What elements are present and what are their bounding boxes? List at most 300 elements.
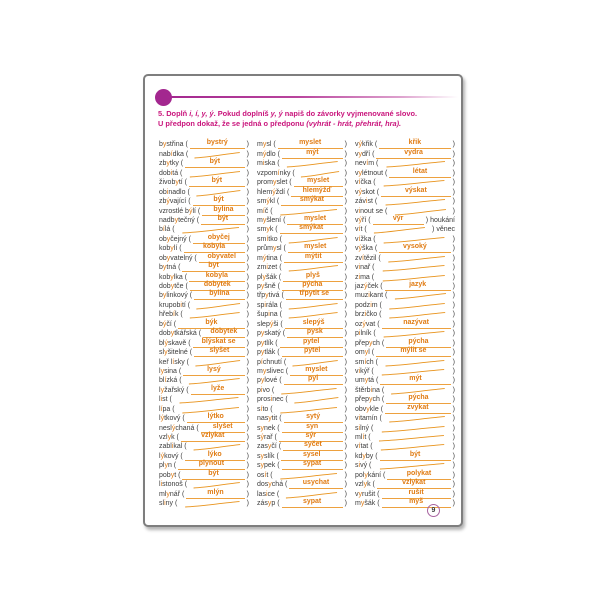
paren-close: ) <box>246 301 249 309</box>
filled-letter: i <box>264 301 266 309</box>
exercise-row <box>355 197 455 206</box>
paren-open: ( <box>379 339 385 347</box>
paren-open: ( <box>277 377 282 385</box>
paren-open: ( <box>366 434 371 441</box>
filled-letter: ý <box>358 188 362 196</box>
answer-blank <box>189 176 245 187</box>
paren-close: ) <box>344 424 347 432</box>
answer-blank <box>375 424 450 433</box>
word-text: lýtkový <box>159 415 181 423</box>
paren-open: ( <box>185 301 191 309</box>
paren-close: ) <box>246 264 249 272</box>
answer-blank <box>379 197 450 206</box>
paren-close: ) <box>246 367 249 375</box>
paren-open: ( <box>277 235 282 243</box>
word-text: slepýši <box>257 320 279 328</box>
exercise-row <box>257 159 347 168</box>
paren-open: ( <box>176 367 182 375</box>
paren-open: ( <box>178 311 183 319</box>
empty-answer-squiggle-icon <box>385 302 449 310</box>
answer-text: syčet <box>303 441 322 449</box>
empty-answer-squiggle-icon <box>285 302 341 310</box>
paren-open: ( <box>278 320 283 328</box>
paren-close: ) <box>452 349 455 357</box>
answer-blank <box>282 159 343 168</box>
paren-close: ) <box>452 396 455 404</box>
filled-letter: ý <box>164 339 168 347</box>
exercise-row <box>355 451 455 460</box>
exercise-row <box>355 291 455 300</box>
paren-close: ) <box>246 424 249 432</box>
answer-blank <box>382 318 451 329</box>
word-text: lípa <box>159 405 171 413</box>
word-text: výška <box>355 245 373 253</box>
answer-text: myš <box>409 498 424 506</box>
answer-text: slyšet <box>212 422 233 430</box>
word-text: promyslet <box>257 179 288 187</box>
paren-open: ( <box>281 245 286 253</box>
filled-letter: y <box>162 292 167 300</box>
exercise-row <box>159 385 249 394</box>
paren-open: ( <box>184 386 189 394</box>
filled-letter: y <box>260 424 264 432</box>
filled-letter: y <box>260 452 264 460</box>
word-text: jazýček <box>355 283 379 290</box>
word-text: nabídka <box>159 150 184 158</box>
answer-text: byt <box>208 262 219 270</box>
exercise-row <box>355 404 455 413</box>
paren-close: ) <box>452 462 455 470</box>
answer-blank <box>376 263 450 272</box>
word-text: mlít <box>355 434 367 441</box>
word-text: síto <box>257 405 269 413</box>
filled-letter: í <box>164 377 167 385</box>
paren-close: ) <box>344 188 347 196</box>
filled-letter: í <box>362 434 365 441</box>
word-text: výskot <box>355 188 375 196</box>
word-text: spirála <box>257 301 278 309</box>
answer-blank <box>289 478 342 489</box>
empty-answer-squiggle-icon <box>291 396 342 404</box>
paren-close: ) <box>246 245 249 253</box>
paren-close: ) <box>452 301 455 309</box>
word-text: přepych <box>355 339 380 347</box>
paren-close: ) <box>344 415 347 423</box>
paren-open: ( <box>178 160 184 168</box>
filled-letter: ý <box>262 254 267 262</box>
paren-close: ) <box>452 150 455 158</box>
filled-letter: y <box>267 443 272 451</box>
paren-close: ) <box>344 264 347 272</box>
empty-answer-squiggle-icon <box>377 425 449 433</box>
paren-close: ) <box>246 490 249 498</box>
paren-close: ) <box>344 330 347 338</box>
word-text: vinout se <box>355 207 384 215</box>
paren-close: ) <box>344 377 347 385</box>
filled-letter: y <box>262 273 266 281</box>
answer-blank <box>389 291 450 300</box>
paren-open: ( <box>275 424 280 432</box>
answer-text: jazyk <box>409 281 427 288</box>
answer-text: lysý <box>207 365 221 373</box>
paren-open: ( <box>381 471 386 479</box>
paren-close: ) <box>452 188 455 196</box>
paren-close: ) <box>246 500 249 508</box>
word-text: vzpomínky <box>257 169 291 177</box>
word-text: dobytkářská <box>159 330 197 338</box>
paren-close: ) <box>246 150 249 158</box>
word-text: obyvatelný <box>159 254 193 262</box>
filled-letter: í <box>358 235 361 243</box>
answer-blank <box>385 280 451 291</box>
paren-open: ( <box>182 481 188 489</box>
exercise-row <box>159 489 249 498</box>
paren-open: ( <box>170 405 175 413</box>
exercise-row <box>257 395 347 404</box>
paren-open: ( <box>277 301 282 309</box>
exercise-row <box>257 461 347 470</box>
paren-open: ( <box>285 188 290 196</box>
exercise-row <box>257 480 347 489</box>
word-text: ozývat <box>355 320 376 328</box>
word-text: omyl <box>355 349 370 357</box>
paren-close: ) <box>452 198 455 206</box>
filled-letter: í <box>162 226 165 234</box>
filled-letter: y <box>358 150 362 158</box>
paren-close: ) <box>344 320 347 328</box>
word-text: zbývající <box>159 198 187 206</box>
paren-close: ) <box>246 226 249 234</box>
exercise-row <box>159 470 249 479</box>
word-text: plyn <box>159 462 172 470</box>
paren-open: ( <box>268 471 273 479</box>
paren-close: ) <box>246 160 249 168</box>
filled-letter: y <box>175 179 179 187</box>
word-suffix-text: houkání <box>430 216 455 224</box>
filled-letter: í <box>277 169 280 177</box>
paren-close: ) <box>246 198 249 206</box>
filled-letter: ý <box>262 150 267 158</box>
answer-text: sypat <box>302 498 322 506</box>
filled-letter: ý <box>160 415 165 423</box>
paren-open: ( <box>183 150 189 158</box>
paren-open: ( <box>276 273 282 281</box>
exercise-row <box>257 376 347 385</box>
word-text: dobytče <box>159 283 184 290</box>
answer-blank <box>201 214 245 225</box>
word-text: slyšitelné <box>159 349 188 357</box>
answer-blank <box>174 395 245 404</box>
task-instructions <box>158 109 454 130</box>
exercise-row <box>355 357 455 366</box>
paren-close: ) <box>344 301 347 309</box>
exercise-row <box>355 348 455 357</box>
paren-close: ) <box>452 481 455 489</box>
paren-open: ( <box>369 367 374 375</box>
paren-open: ( <box>182 179 188 187</box>
answer-text: lyže <box>211 384 225 392</box>
paren-open: ( <box>369 424 374 432</box>
word-text: list <box>159 396 168 404</box>
paren-close: ) <box>452 386 455 394</box>
word-text: vzlyk <box>355 481 371 489</box>
answer-text: létat <box>412 167 428 175</box>
paren-close: ) <box>344 245 347 253</box>
answer-text: smýkat <box>299 196 324 204</box>
word-text: šupina <box>257 311 278 319</box>
word-text: obinadlo <box>159 188 186 196</box>
filled-letter: y <box>260 462 264 470</box>
filled-letter: i <box>160 396 163 404</box>
paren-open: ( <box>186 235 191 243</box>
filled-letter: i <box>260 386 263 394</box>
paren-open: ( <box>177 377 182 385</box>
paren-close: ) <box>452 443 455 451</box>
paren-open: ( <box>276 443 282 451</box>
exercise-row <box>355 149 455 158</box>
filled-letter: ý <box>162 320 167 328</box>
filled-letter: í <box>266 235 269 243</box>
filled-letter: y <box>366 405 370 413</box>
paren-close: ) <box>344 283 347 290</box>
exercise-row <box>355 376 455 385</box>
exercise-row <box>355 433 455 442</box>
paren-open: ( <box>187 349 193 357</box>
paren-open: ( <box>196 330 202 338</box>
filled-letter: í <box>260 358 263 366</box>
answer-blank <box>181 431 245 442</box>
word-text: myslivec <box>257 367 284 375</box>
filled-letter: í <box>362 254 364 262</box>
answer-blank <box>382 497 451 508</box>
paren-open: ( <box>268 207 273 215</box>
paren-close: ) <box>344 235 347 243</box>
paren-close: ) <box>344 349 347 357</box>
answer-blank <box>179 499 244 508</box>
paren-open: ( <box>371 330 376 338</box>
answer-text: smýkat <box>299 224 324 232</box>
task-instructions-line2: U předpon dokaž, že se jedná o předponu (vyhrát - hrát, přehrát, hra). <box>158 119 402 129</box>
paren-open: ( <box>369 349 375 357</box>
filled-letter: ý <box>160 452 165 460</box>
answer-text: pytel <box>303 347 321 355</box>
paren-close: ) <box>344 226 347 234</box>
word-text: vzlyk <box>159 434 175 441</box>
paren-close: ) <box>246 471 249 479</box>
paren-close: ) <box>246 339 249 347</box>
answer-text: mýt <box>306 148 319 156</box>
word-column-3 <box>355 140 457 508</box>
filled-letter: y <box>160 386 165 394</box>
paren-open: ( <box>194 216 200 224</box>
word-text: štěrbina <box>355 386 380 394</box>
empty-answer-squiggle-icon <box>384 255 449 263</box>
answer-text: pýcha <box>408 394 429 402</box>
answer-blank <box>282 148 343 159</box>
word-text: pylové <box>257 377 278 385</box>
paren-open: ( <box>171 320 177 328</box>
exercise-row <box>355 263 455 272</box>
answer-text: výskat <box>404 186 427 194</box>
word-text: dobitá <box>159 169 179 177</box>
answer-text: být <box>409 450 421 458</box>
filled-letter: y <box>170 283 175 290</box>
answer-text: hlemýžď <box>302 186 332 194</box>
paren-close: ) <box>246 330 249 338</box>
word-text: pivo <box>257 386 270 394</box>
answer-blank <box>369 225 430 234</box>
word-column-1 <box>159 140 257 508</box>
word-text: živobytí <box>159 179 183 187</box>
exercise-row <box>159 395 249 404</box>
filled-letter: i <box>370 301 372 309</box>
paren-close: ) <box>452 179 455 187</box>
paren-close: ) <box>452 490 455 498</box>
paren-close: ) <box>452 292 455 300</box>
word-text: průmysl <box>257 245 282 253</box>
answer-text: bylina <box>209 290 230 298</box>
paren-open: ( <box>287 179 292 187</box>
paren-open: ( <box>371 179 376 187</box>
exercise-row <box>355 225 455 234</box>
filled-letter: i <box>266 264 268 272</box>
paren-open: ( <box>379 386 385 394</box>
filled-letter: i <box>365 198 368 206</box>
paren-open: ( <box>279 292 284 300</box>
paren-open: ( <box>366 216 371 224</box>
word-text: muzikant <box>355 292 384 300</box>
word-text: zasyčí <box>257 443 277 451</box>
word-text: vitamín <box>355 415 378 423</box>
answer-blank <box>381 186 451 197</box>
paren-open: ( <box>283 367 289 375</box>
word-text: zablikal <box>159 443 183 451</box>
paren-open: ( <box>176 471 181 479</box>
empty-answer-squiggle-icon <box>374 434 449 442</box>
paren-open: ( <box>277 415 282 423</box>
filled-letter: y <box>262 216 267 224</box>
word-text: bílá <box>159 226 171 234</box>
answer-text: bylina <box>213 205 234 213</box>
answer-text: býk <box>205 318 218 326</box>
paren-open: ( <box>180 490 185 498</box>
paren-open: ( <box>383 207 388 215</box>
paren-close: ) <box>246 254 249 262</box>
paren-close: ) <box>246 207 249 215</box>
answer-blank <box>380 374 450 385</box>
paren-open: ( <box>378 283 383 290</box>
header-rule <box>165 96 458 98</box>
paren-open: ( <box>182 443 187 451</box>
page-number-badge: 9 <box>427 504 440 517</box>
filled-letter: i <box>160 481 163 489</box>
paren-close: ) <box>246 462 249 470</box>
paren-open: ( <box>378 405 384 413</box>
exercise-row <box>159 348 249 357</box>
filled-letter: y <box>364 377 369 385</box>
task-instructions-line1: 5. Doplň i, í, y, ý. Pokud doplníš y, ý napiš do závorky vyjmenované slovo. <box>158 109 418 118</box>
filled-letter: i <box>358 424 361 432</box>
answer-text: bystrý <box>206 139 228 147</box>
answer-text: pýcha <box>302 281 323 288</box>
paren-close: ) <box>452 235 455 243</box>
filled-letter: y <box>260 330 265 338</box>
word-columns <box>159 140 457 508</box>
filled-letter: y <box>363 481 368 489</box>
paren-open: ( <box>275 349 280 357</box>
paren-open: ( <box>192 254 197 262</box>
exercise-row <box>355 244 455 253</box>
word-text: výkřik <box>355 141 373 149</box>
paren-close: ) <box>246 273 249 281</box>
paren-open: ( <box>281 358 287 366</box>
filled-letter: i <box>268 311 270 319</box>
word-text: syslík <box>257 452 275 460</box>
answer-text: plynout <box>198 460 225 468</box>
word-text: polykání <box>355 471 382 479</box>
filled-letter: y <box>369 396 373 404</box>
filled-letter: í <box>364 358 367 366</box>
word-text: mlynář <box>159 490 181 498</box>
paren-open: ( <box>194 424 199 432</box>
filled-letter: y <box>268 481 272 489</box>
answer-blank <box>290 395 343 404</box>
word-text: brzičko <box>355 311 378 319</box>
filled-letter: ý <box>266 198 270 206</box>
answer-blank <box>186 488 244 499</box>
paren-open: ( <box>377 311 382 319</box>
filled-letter: ý <box>188 207 193 215</box>
paren-open: ( <box>183 141 188 149</box>
filled-letter: i <box>164 500 166 508</box>
filled-letter: y <box>260 377 265 385</box>
filled-letter: ý <box>269 320 274 328</box>
answer-blank <box>373 214 424 225</box>
paren-close: ) <box>344 339 347 347</box>
paren-close: ) <box>344 207 347 215</box>
paren-close: ) <box>452 245 455 253</box>
paren-open: ( <box>183 283 188 290</box>
answer-blank <box>379 242 450 253</box>
word-text: vyrušit <box>355 490 376 498</box>
filled-letter: y <box>164 462 168 470</box>
word-text: píchnutí <box>257 358 282 366</box>
paren-close: ) <box>344 198 347 206</box>
word-text: zima <box>355 273 370 281</box>
paren-close: ) <box>344 169 347 177</box>
paren-open: ( <box>377 415 382 423</box>
filled-letter: i <box>358 264 361 272</box>
filled-letter: y <box>360 500 365 508</box>
answer-text: blýskat se <box>201 337 236 345</box>
paren-open: ( <box>383 292 388 300</box>
filled-letter: ý <box>166 198 170 206</box>
answer-text: být <box>217 214 229 222</box>
answer-blank <box>282 497 343 508</box>
answer-blank <box>380 358 451 367</box>
answer-text: lýko <box>207 450 222 458</box>
answer-text: myslet <box>299 139 322 147</box>
filled-letter: y <box>262 367 267 375</box>
paren-open: ( <box>370 264 375 272</box>
filled-letter: ý <box>358 216 362 224</box>
filled-letter: y <box>174 216 179 224</box>
paren-open: ( <box>277 264 282 272</box>
paren-close: ) <box>344 273 347 281</box>
answer-text: vydra <box>404 148 423 156</box>
answer-text: být <box>208 469 219 477</box>
filled-letter: i <box>171 443 174 451</box>
